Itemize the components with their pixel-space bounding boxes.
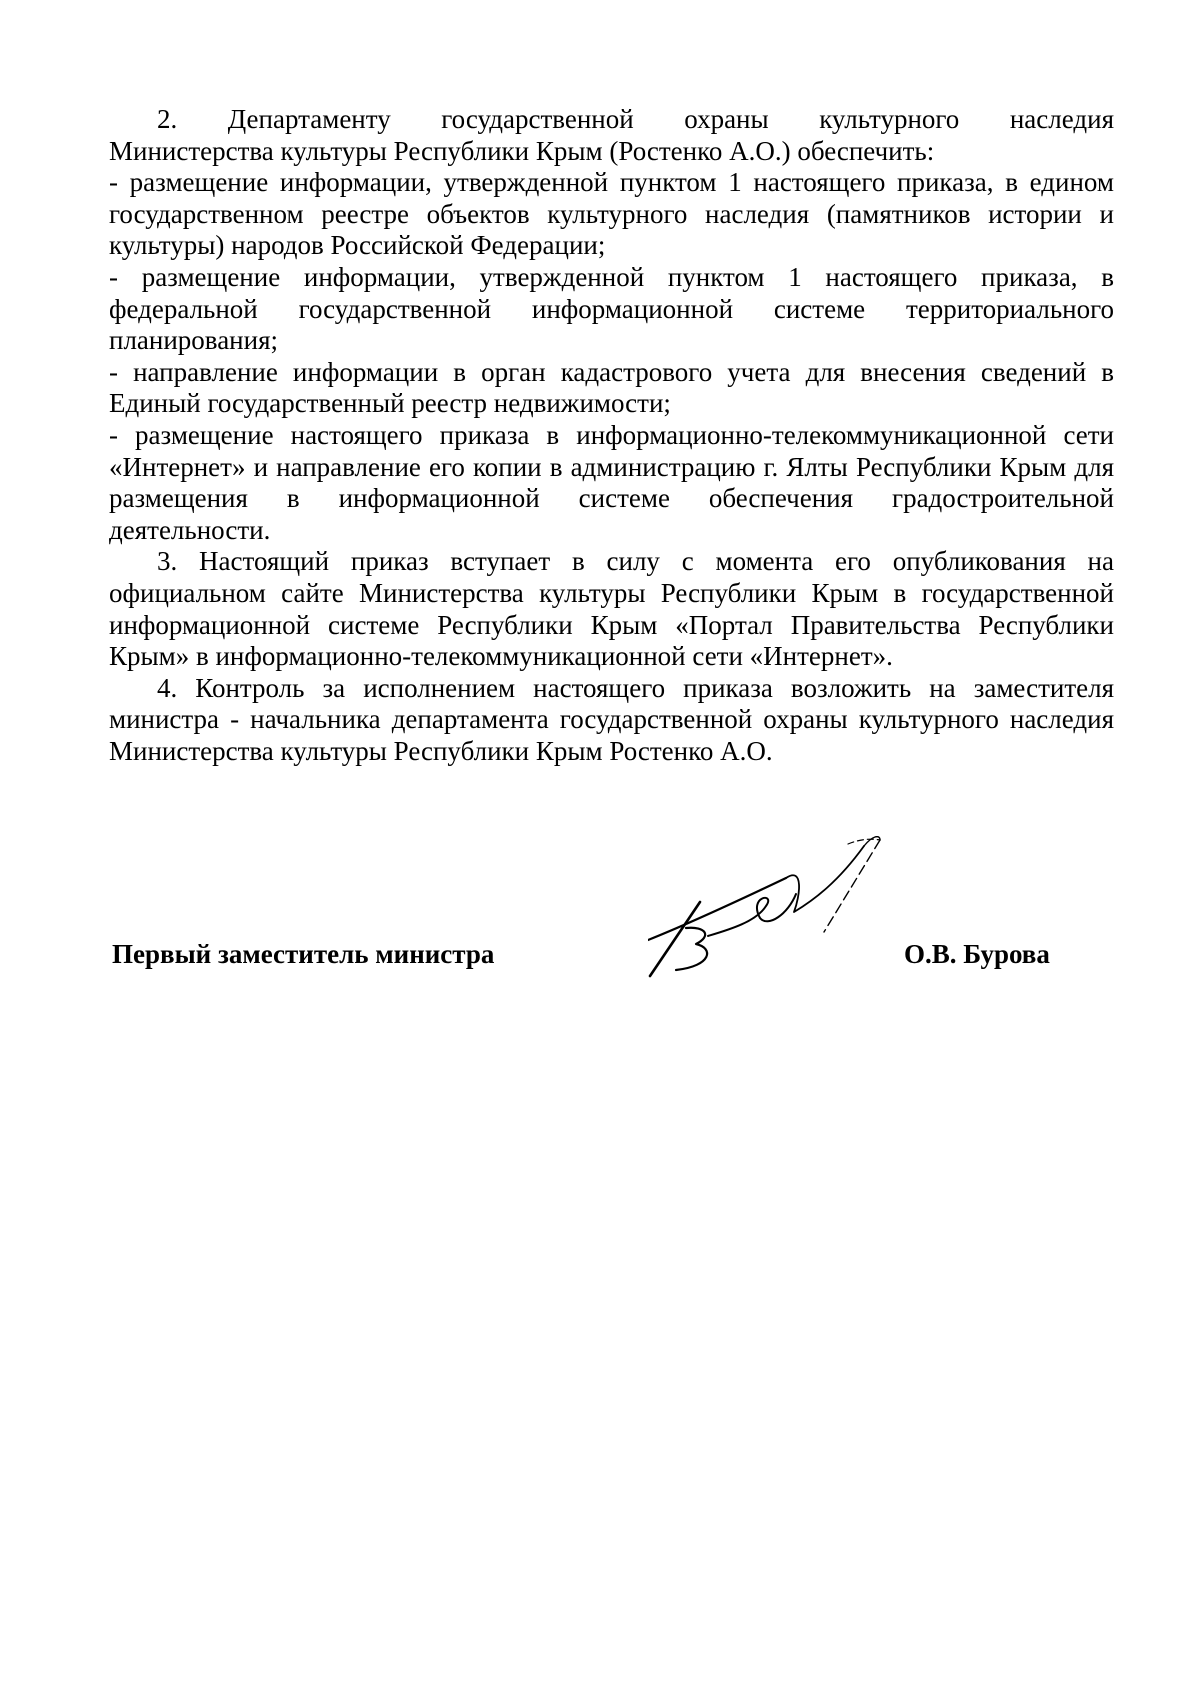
paragraph-4: 4. Контроль за исполнением настоящего приказа возложить на заместителя министра - начальника департамента государственной охраны культурного наследия Министерства культуры Республики Крым Ростенко А.О.: [109, 672, 1114, 766]
list-item-registry: - размещение информации, утвержденной пунктом 1 настоящего приказа, в едином государственном реестре объектов культурного наследия (памятников истории и культуры) народов Российской Федерации;: [109, 167, 1114, 261]
signatory-position: Первый заместитель министра: [112, 939, 495, 969]
document-body: [109, 104, 1114, 767]
paragraph-3: 3. Настоящий приказ вступает в силу с момента его опубликования на официальном сайте Министерства культуры Республики Крым в государственной информационной системе Республики Крым «Портал Правительства Республики Крым» в информационно-телекоммуникационной сети «Интернет».: [109, 546, 1114, 672]
handwritten-signature: [648, 836, 908, 986]
list-item-planning-system: - размещение информации, утвержденной пунктом 1 настоящего приказа, в федеральной государственной информационной системе территориального планирования;: [109, 261, 1114, 356]
paragraph-2-line-1: 2. Департаменту государственной охраны культурного наследия: [157, 104, 1114, 134]
list-item-internet: - размещение настоящего приказа в информационно-телекоммуникационной сети «Интернет» и направление его копии в администрацию г. Ялты Республики Крым для размещения в информационной системе обеспечения градостроительной деятельности.: [109, 419, 1114, 545]
paragraph-2-line-2: Министерства культуры Республики Крым (Ростенко А.О.) обеспечить:: [109, 135, 935, 166]
signatory-name: О.В. Бурова: [904, 939, 1050, 969]
list-item-cadastral: - направление информации в орган кадастрового учета для внесения сведений в Единый государственный реестр недвижимости;: [109, 356, 1114, 419]
